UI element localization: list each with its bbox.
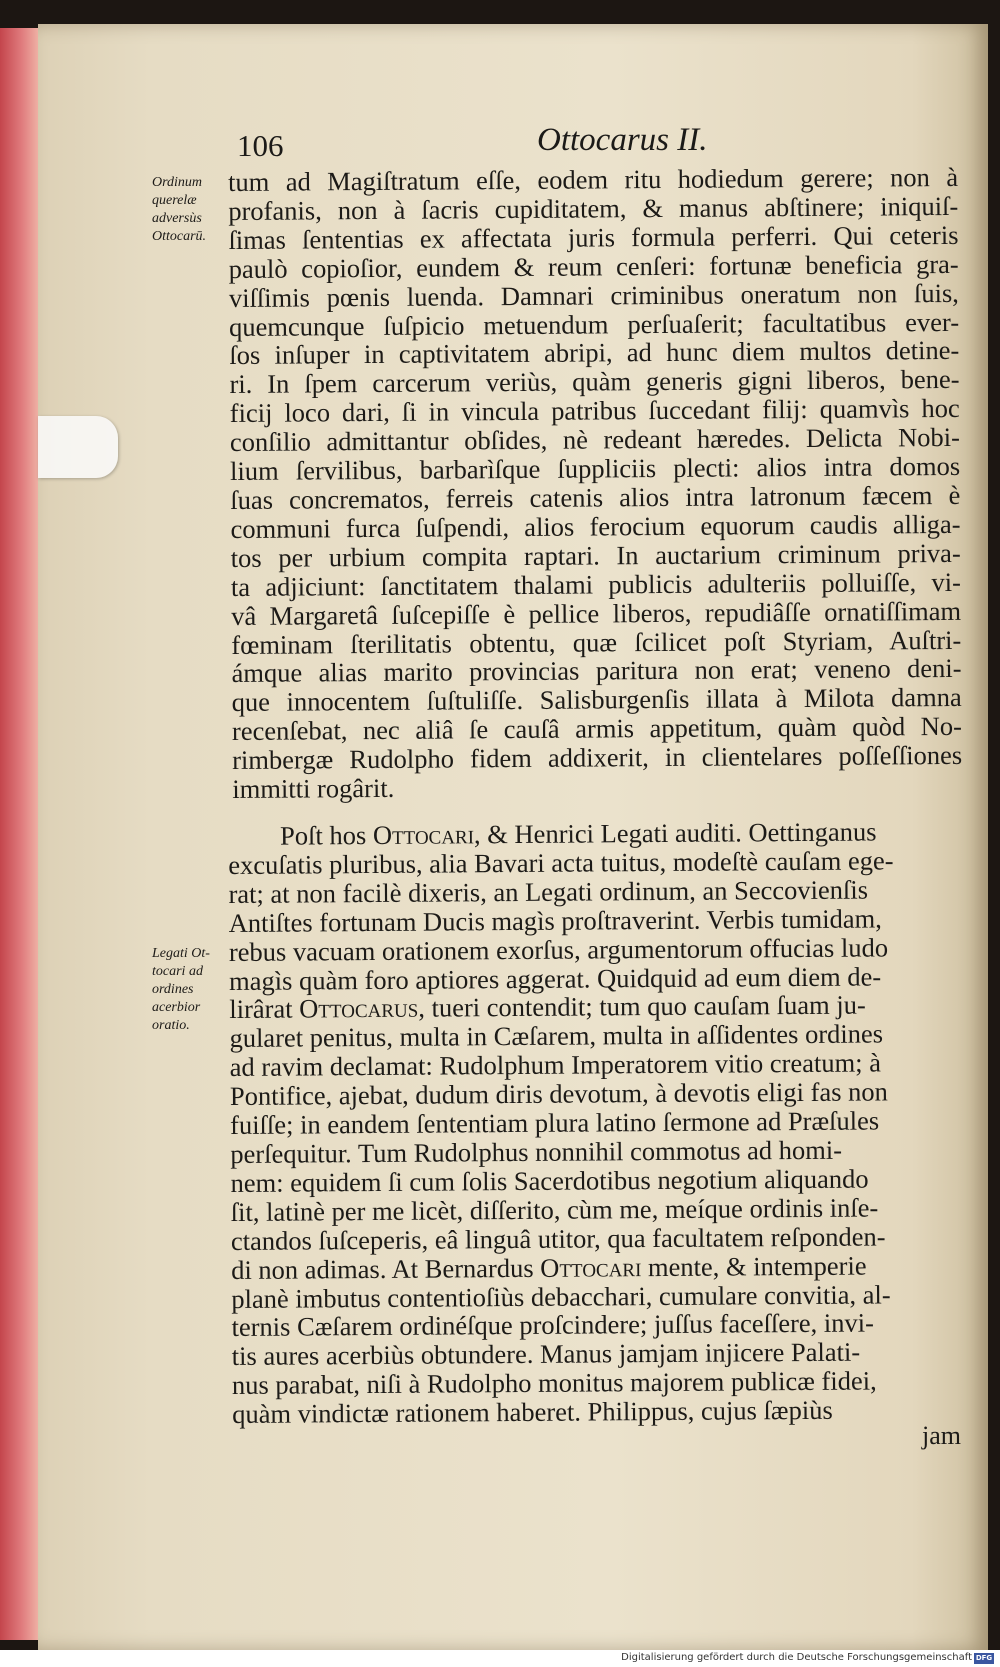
bookmark-tab xyxy=(38,416,118,478)
text-line: ri. In ſpem carcerum veriùs, quàm generis gigni liberos, bene- xyxy=(229,364,960,400)
text-line: tos per urbium compita raptari. In auctarium criminum priva- xyxy=(230,537,961,573)
text-line: quàm vindictæ rationem haberet. Philippus, cujus ſæpiùs xyxy=(232,1394,833,1430)
text-line: ad ravim declamat: Rudolphum Imperatorem vitio creatum; à xyxy=(229,1047,882,1083)
text-line: quemcunque ſuſpicio metuendum perſuaſerit; facultatibus ever- xyxy=(229,306,960,342)
text-line: Poſt hos Ottocari, & Henrici Legati auditi. Oettinganus xyxy=(279,816,877,851)
text-line: fuiſſe; in eandem ſententiam plura latino ſermone ad Præſules xyxy=(230,1105,880,1141)
paragraph-2 xyxy=(228,817,962,1429)
page-number: 106 xyxy=(237,128,284,163)
marginal-note-legati: Legati Ot- tocari ad ordines acerbior oratio. xyxy=(152,946,210,1033)
text-line: gularet penitus, multa in Cæſarem, multa in aſſidentes ordines xyxy=(229,1018,884,1054)
text-line: ternis Cæſarem ordinéſque proſcindere; juſſus faceſſere, invi- xyxy=(231,1307,875,1343)
text-line: ſit, latinè per me licèt, diſſerito, cùm me, meíque ordinis inſe- xyxy=(230,1192,879,1227)
text-line: ctandos ſuſceperis, eâ linguâ utitor, qua facultatem reſponden- xyxy=(230,1221,886,1256)
text-line: profanis, non à ſacris cupiditatem, & manus abſtinere; iniquiſ- xyxy=(228,190,959,226)
text-line: immitti rogârit. xyxy=(232,772,395,805)
dfg-logo-icon: DFG xyxy=(975,1654,993,1662)
text-line: rimbergæ Rudolpho fidem addixerit, in clientelares poſſeſſiones xyxy=(232,740,963,776)
text-line: recenſebat, nec aliâ ſe cauſâ armis appetitum, quàm quòd No- xyxy=(231,711,963,747)
text-line: vâ Margaretâ ſuſcepiſſe è pellice liberos, repudiâſſe ornatiſſimam xyxy=(231,595,962,631)
text-line: tum ad Magiſtratum eſſe, eodem ritu hodiedum gerere; non à xyxy=(227,161,959,197)
text-line: rebus vacuam orationem exorſus, argumentorum offucias ludo xyxy=(228,932,889,967)
footer-credit: Digitalisierung gefördert durch die Deutsche Forschungsgemeinschaft xyxy=(621,1652,972,1663)
text-line: ſuas concrematos, ferreis catenis alios intra latronum fæcem è xyxy=(230,479,961,515)
text-line: lirârat Ottocarus, tueri contendit; tum quo cauſam ſuam ju- xyxy=(229,989,866,1025)
text-line: ſos inſuper in captivitatem abripi, ad hunc diem multos detine- xyxy=(229,335,960,371)
catchword: jam xyxy=(922,1421,961,1450)
text-line: di non adimas. At Bernardus Ottocari mente, & intemperie xyxy=(231,1250,867,1285)
paragraph-1 xyxy=(228,163,962,804)
book-page-edges xyxy=(0,28,40,1640)
text-line: communi furca ſuſpendi, alios ferocium equorum caudis alliga- xyxy=(230,508,961,544)
text-line: perſequitur. Tum Rudolphus nonnihil commotus ad homi- xyxy=(230,1134,843,1169)
text-line: ficij loco dari, ſi in vincula patribus ſuccedant filij: quamvìs hoc xyxy=(229,393,960,429)
text-line: lium ſervilibus, barbarìſque ſuppliciis plecti: alios intra domos xyxy=(230,450,961,487)
text-line: nem: equidem ſi cum ſolis Sacerdotibus negotium aliquando xyxy=(230,1163,869,1198)
text-line: rat; at non facilè dixeris, an Legati ordinum, an Seccovienſis xyxy=(228,874,869,909)
text-line: fœminam ſterilitatis obtentu, quæ ſcilicet poſt Styriam, Auſtri- xyxy=(231,624,962,660)
text-line: magìs quàm foro aptiores aggerat. Quidquid ad eum diem de- xyxy=(229,960,882,996)
text-line: planè imbutus contentioſiùs debacchari, cumulare convitia, al- xyxy=(231,1278,891,1314)
text-line: nus parabat, niſi à Rudolpho monitus majorem publicæ fidei, xyxy=(231,1365,877,1401)
text-line: ſimas ſententias ex affectata juris formula perferri. Qui ceteris xyxy=(228,219,959,255)
text-line: ta adjiciunt: ſanctitatem thalami publicis adulteriis polluiſſe, vi- xyxy=(230,566,962,602)
running-head: Ottocarus II. xyxy=(537,122,708,158)
text-line: paulò copioſior, eundem & reum cenſeri: fortunæ beneficia gra- xyxy=(228,248,959,284)
text-line: que innocentem ſuſtuliſſe. Salisburgenſis illata à Milota damna xyxy=(231,682,962,718)
marginal-note-ordinum: Ordinum querelæ adversùs Ottocarū. xyxy=(152,175,207,244)
text-line: excuſatis pluribus, alia Bavari acta tuitus, modeſtè cauſam ege- xyxy=(228,845,894,880)
text-line: Pontifice, ajebat, dudum diris devotum, à devotis eligi fas non xyxy=(229,1076,888,1112)
text-line: conſilio admittantur obſides, nè redeant hæredes. Delicta Nobi- xyxy=(229,422,961,458)
text-line: tis aures acerbiùs obtundere. Manus jamjam injicere Palati- xyxy=(231,1336,861,1372)
text-line: ámque alias marito provincias paritura non erat; veneno deni- xyxy=(231,653,962,689)
text-line: Antiſtes fortunam Ducis magìs proſtraverint. Verbis tumidam, xyxy=(228,903,882,938)
text-line: viſſimis pœnis luenda. Damnari criminibus oneratum non ſuis, xyxy=(228,277,959,313)
